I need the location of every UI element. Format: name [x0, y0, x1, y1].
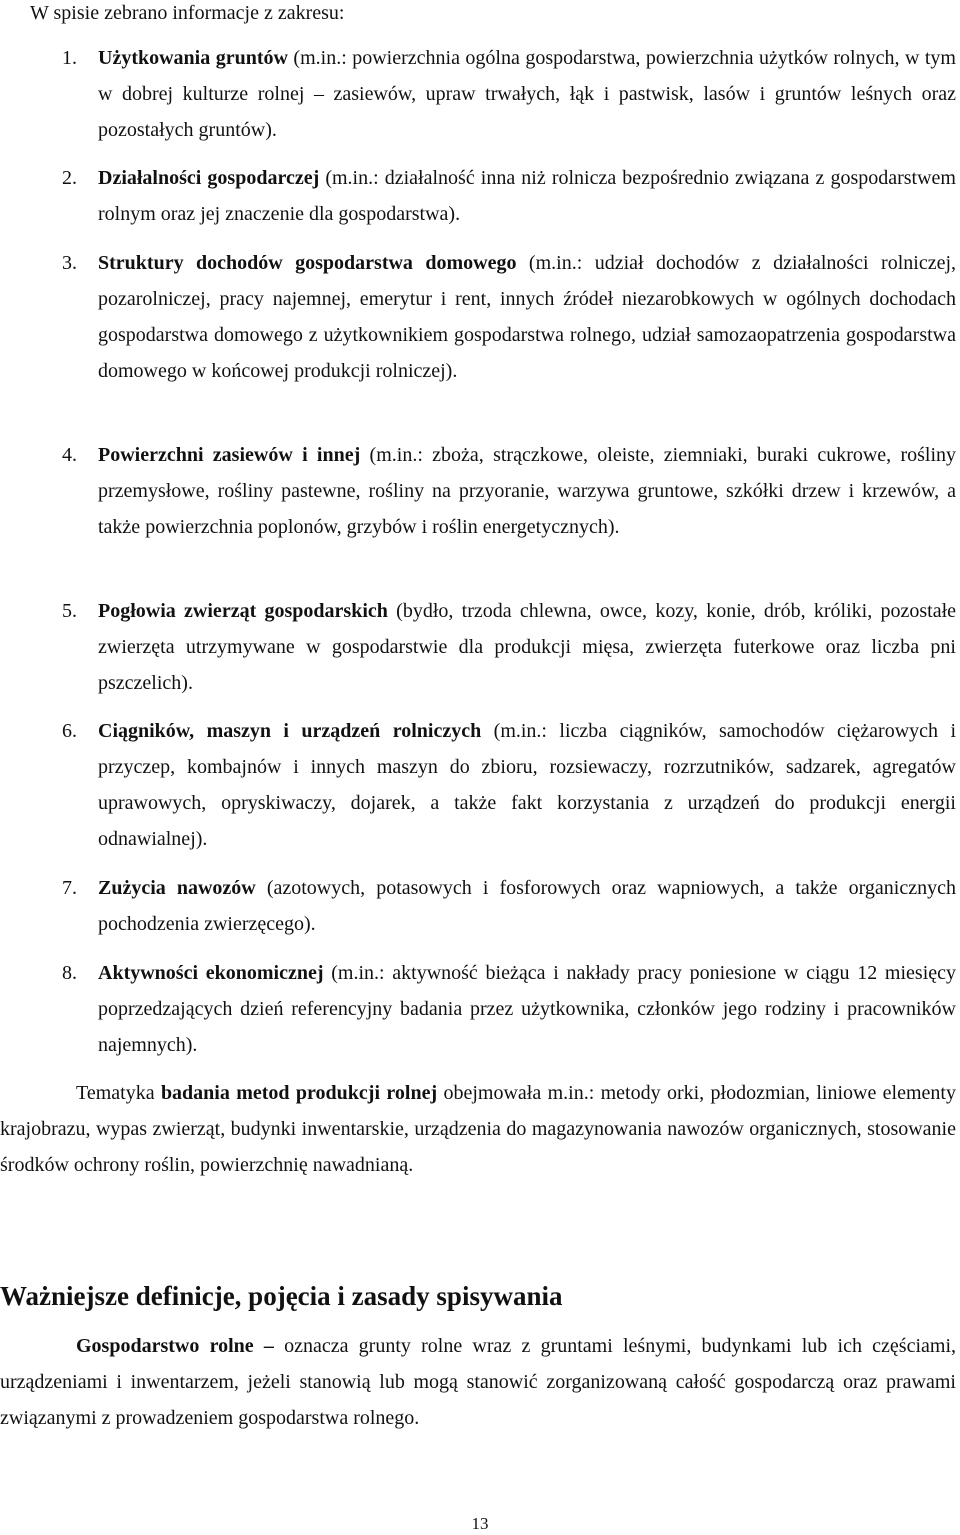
- item-title: Pogłowia zwierząt gospodarskich: [98, 600, 388, 622]
- item-number: 7.: [62, 877, 77, 899]
- item-text: (m.in.: działalność inna niż rolnicza bezpośrednio związana z gospodarstwem rolnym oraz jej znaczenie dla gospodarstwa).: [98, 167, 956, 225]
- tematyka-pre: Tematyka: [76, 1082, 161, 1104]
- item-title: Zużycia nawozów: [98, 877, 256, 899]
- definition-paragraph: [0, 1328, 956, 1436]
- item-body: [98, 160, 956, 232]
- definition-text: oznacza grunty rolne wraz z gruntami leśnymi, budynkami lub ich częściami, urządzeniami i inwentarzem, jeżeli stanowią lub mogą stanowić zorganizowaną całość gospodarczą oraz prawami związanymi z prowadzeniem gospodarstwa rolnego.: [0, 1335, 956, 1429]
- item-text: (m.in.: udział dochodów z działalności rolniczej, pozarolniczej, pracy najemnej, emerytur i rent, innych źródeł niezarobkowych w ogólnych dochodach gospodarstwa domowego z użytkownikiem gospodarstwa rolnego, udział samozaopatrzenia gospodarstwa domowego w końcowej produkcji rolniczej).: [98, 252, 957, 382]
- item-title: Działalności gospodarczej: [98, 167, 320, 189]
- section-heading: Ważniejsze definicje, pojęcia i zasady spisywania: [0, 1281, 563, 1311]
- item-number: 8.: [62, 962, 77, 984]
- item-text: (m.in.: zboża, strączkowe, oleiste, ziemniaki, buraki cukrowe, rośliny przemysłowe, rośliny pastewne, rośliny na przyoranie, warzywa gruntowe, szkółki drzew i krzewów, a także powierzchnia poplonów, grzybów i roślin energetycznych).: [98, 444, 957, 538]
- page-number: 13: [471, 1514, 489, 1533]
- item-body: [98, 713, 956, 857]
- item-body: [98, 870, 956, 942]
- item-title: Powierzchni zasiewów i innej: [98, 444, 361, 466]
- item-number: 4.: [62, 444, 77, 466]
- item-body: [98, 437, 956, 545]
- item-text: (m.in.: powierzchnia ogólna gospodarstwa, powierzchnia użytków rolnych, w tym w dobrej kulturze rolnej – zasiewów, upraw trwałych, łąk i pastwisk, lasów i gruntów leśnych oraz pozostałych gruntów).: [98, 47, 956, 141]
- tematyka-bold: badania metod produkcji rolnej: [160, 1082, 438, 1104]
- tematyka-post: obejmowała m.in.: metody orki, płodozmian, liniowe elementy krajobrazu, wypas zwierząt, budynki inwentarskie, urządzenia do magazynowania nawozów organicznych, stosowanie środków ochrony roślin, powierzchnię nawadnianą.: [0, 1082, 956, 1176]
- tematyka-paragraph: [0, 1075, 956, 1183]
- item-number: 2.: [62, 167, 77, 189]
- item-text: (m.in.: liczba ciągników, samochodów ciężarowych i przyczep, kombajnów i innych maszyn do zbioru, rozsiewaczy, rozrzutników, sadzarek, agregatów uprawowych, opryskiwaczy, dojarek, a także fakt korzystania z urządzeń do produkcji energii odnawialnej).: [98, 720, 956, 850]
- item-number: 6.: [62, 720, 77, 742]
- item-title: Aktywności ekonomicznej: [98, 962, 324, 984]
- item-body: [98, 245, 956, 389]
- item-text: (bydło, trzoda chlewna, owce, kozy, konie, drób, króliki, pozostałe zwierzęta utrzymywane w gospodarstwie dla produkcji mięsa, zwierzęta futerkowe oraz liczba pni pszczelich).: [98, 600, 957, 694]
- item-number: 5.: [62, 600, 77, 622]
- item-body: [98, 593, 956, 701]
- item-text: (m.in.: aktywność bieżąca i nakłady pracy poniesione w ciągu 12 miesięcy poprzedzających dzień referencyjny badania przez użytkownika, członków jego rodziny i pracowników najemnych).: [98, 962, 957, 1056]
- item-number: 3.: [62, 252, 77, 274]
- intro-text: W spisie zebrano informacje z zakresu:: [30, 2, 345, 24]
- item-text: (azotowych, potasowych i fosforowych oraz wapniowych, a także organicznych pochodzenia zwierzęcego).: [98, 877, 956, 935]
- item-body: [98, 40, 956, 148]
- item-number: 1.: [62, 47, 77, 69]
- item-title: Użytkowania gruntów: [98, 47, 288, 69]
- item-title: Struktury dochodów gospodarstwa domowego: [98, 252, 517, 274]
- item-body: [98, 955, 956, 1063]
- definition-term: Gospodarstwo rolne –: [76, 1335, 274, 1357]
- item-title: Ciągników, maszyn i urządzeń rolniczych: [98, 720, 482, 742]
